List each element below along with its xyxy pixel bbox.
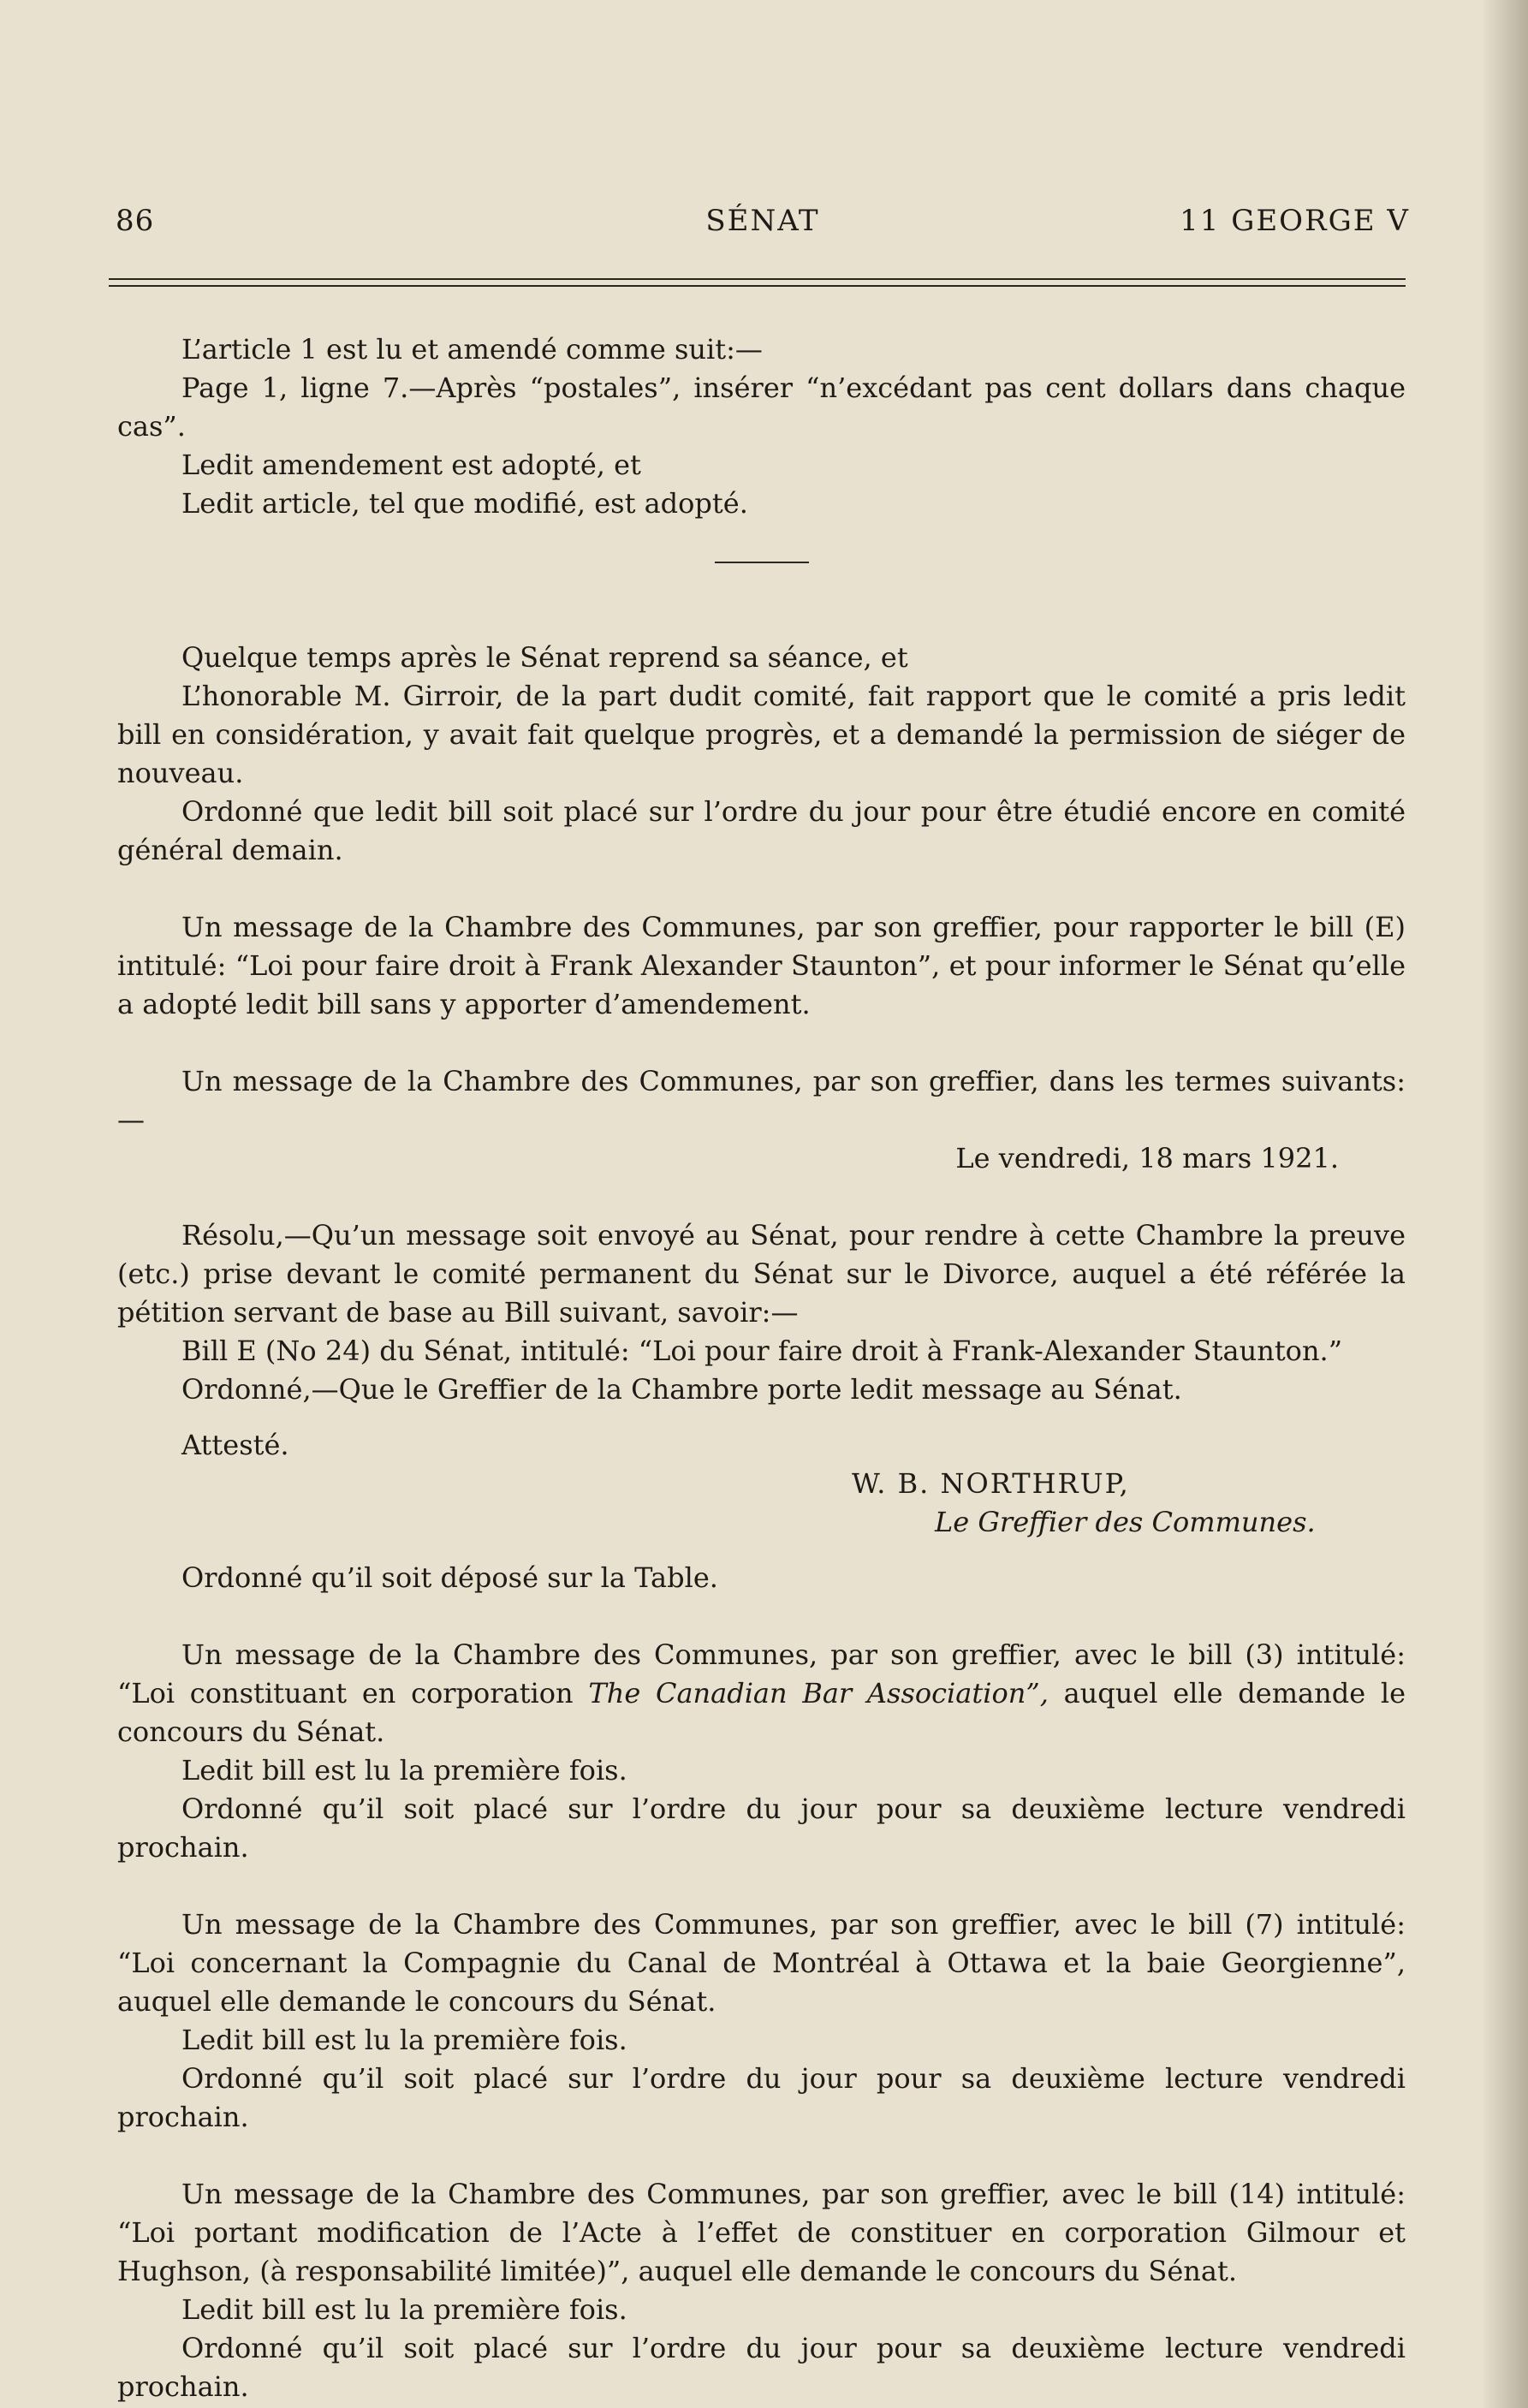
paragraph: Ordonné,—Que le Greffier de la Chambre porte ledit message au Sénat. [181, 1373, 1182, 1406]
paragraph: Ordonné qu’il soit déposé sur la Table. [181, 1561, 718, 1594]
page-header [116, 199, 1410, 241]
paragraph: Ledit bill est lu la première fois. [181, 1754, 627, 1787]
paragraph: Résolu,—Qu’un message soit envoyé au Sénat, pour rendre à cette Chambre la preuve (etc.) prise devant le comité permanent du Sénat sur le Divorce, auquel a été référée la pétition servant de base au Bill suivant, savoir:— [117, 1219, 1406, 1329]
paragraph: Ledit article, tel que modifié, est adopté. [181, 487, 748, 520]
spacer [117, 870, 1406, 908]
paragraph: Bill E (No 24) du Sénat, intitulé: “Loi pour faire droit à Frank-Alexander Staunton.” [181, 1335, 1343, 1367]
italic-title: The Canadian Bar Association”, [588, 1677, 1049, 1709]
message-date: Le vendredi, 18 mars 1921. [955, 1142, 1339, 1174]
header-rule-bottom [109, 285, 1406, 287]
paragraph: L’article 1 est lu et amendé comme suit:— [181, 333, 763, 366]
paragraph: Ordonné qu’il soit placé sur l’ordre du jour pour sa deuxième lecture vendredi prochain. [117, 2332, 1406, 2403]
paragraph: Un message de la Chambre des Communes, par son greffier, dans les termes suivants:— [117, 1065, 1406, 1136]
signature-name: W. B. NORTHRUP, [852, 1467, 1130, 1500]
spacer [117, 600, 1406, 639]
page-title: SÉNAT [705, 204, 820, 238]
paragraph: Ordonné qu’il soit placé sur l’ordre du jour pour sa deuxième lecture vendredi prochain. [117, 1793, 1406, 1864]
text-run: Un message de la Chambre des Communes, par son greffier, avec le bill (3) intitulé: “Loi constituant en corporation [117, 1638, 1406, 1709]
paragraph [117, 1636, 1406, 1751]
attestation: Attesté. [181, 1429, 289, 1461]
paragraph: Un message de la Chambre des Communes, par son greffier, avec le bill (14) intitulé: “Loi portant modification de l’Acte à l’effet de constituer en corporation Gilmour et Hughson, (à responsabilité limitée)”, auquel elle demande le concours du Sénat. [117, 2178, 1406, 2287]
paragraph: L’honorable M. Girroir, de la part dudit comité, fait rapport que le comité a pris ledit bill en considération, y avait fait quelque progrès, et a demandé la permission de siéger de nouveau. [117, 680, 1406, 789]
paragraph: Ledit bill est lu la première fois. [181, 2293, 627, 2326]
header-rule-top [109, 278, 1406, 280]
spacer [117, 1597, 1406, 1636]
paragraph: Un message de la Chambre des Communes, par son greffier, avec le bill (7) intitulé: “Loi concernant la Compagnie du Canal de Montréal à Ottawa et la baie Georgienne”, auquel elle demande le concours du Sénat. [117, 1908, 1406, 2018]
spacer [117, 1867, 1406, 1906]
section-divider [715, 562, 809, 600]
spacer [117, 2137, 1406, 2175]
paragraph: Ledit amendement est adopté, et [181, 449, 641, 481]
paragraph: Quelque temps après le Sénat reprend sa séance, et [181, 641, 908, 674]
signature-title: Le Greffier des Communes. [935, 1506, 1316, 1538]
paragraph: Ordonné que ledit bill soit placé sur l’ordre du jour pour être étudié encore en comité général demain. [117, 795, 1406, 866]
spacer [117, 1178, 1406, 1216]
paragraph: Un message de la Chambre des Communes, par son greffier, pour rapporter le bill (E) intitulé: “Loi pour faire droit à Frank Alexander Staunton”, et pour informer le Sénat qu’elle a adopté ledit bill sans y apporter d’amendement. [117, 911, 1406, 1020]
spacer [117, 1024, 1406, 1062]
spacer [117, 1542, 1406, 1559]
spacer [117, 523, 1406, 562]
page-edge-shadow [1481, 0, 1528, 2408]
paragraph: Page 1, ligne 7.—Après “postales”, insérer “n’excédant pas cent dollars dans chaque cas”. [117, 372, 1406, 443]
paragraph: Ordonné qu’il soit placé sur l’ordre du jour pour sa deuxième lecture vendredi prochain. [117, 2062, 1406, 2133]
text-run: auquel elle demande le concours du Sénat. [117, 1677, 1406, 1748]
header-year: 11 GEORGE V [1180, 204, 1410, 238]
paragraph: Ledit bill est lu la première fois. [181, 2024, 627, 2056]
document-body [117, 330, 1406, 2406]
spacer [117, 1409, 1406, 1426]
page-number: 86 [116, 204, 155, 238]
